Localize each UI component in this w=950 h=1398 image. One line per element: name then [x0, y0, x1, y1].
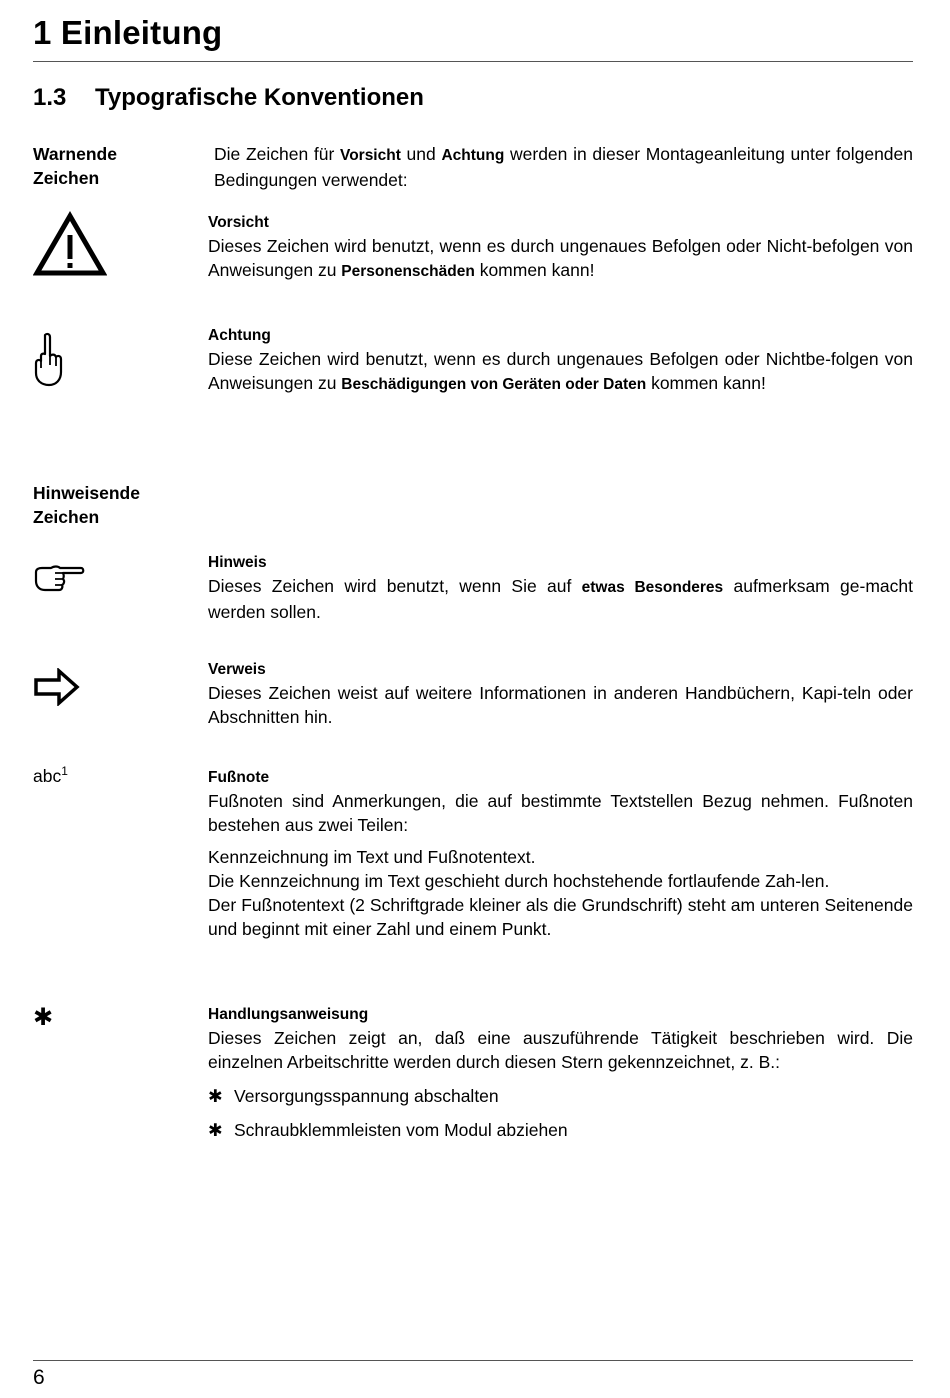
hinweis-entry: Hinweis Dieses Zeichen wird benutzt, wenn Sie auf etwas Besonderes aufmerksam ge-macht werden sollen.	[208, 554, 914, 622]
hint-signs-label: Hinweisende Zeichen	[33, 483, 140, 527]
star-bullet-icon: ✱	[208, 1120, 223, 1140]
hinweis-title: Hinweis	[208, 554, 267, 571]
handlung-title: Handlungsanweisung	[208, 1006, 369, 1023]
action-step: ✱ Versorgungsspannung abschalten	[208, 1086, 499, 1106]
fussnote-entry: Fußnote Fußnoten sind Anmerkungen, die auf bestimmte Textstellen Bezug nehmen. Fußnoten bestehen aus zwei Teilen: Kennzeichnung im Text und Fußnotentext. Die Kennzeichnung im Text geschieht durch hochstehende fortlaufende Zah-len. Der Fußnotentext (2 Schriftgrade kleiner als die Grundschrift) steht am unteren Seitenende und beginnt mit einer Zahl und einem Punkt.	[208, 769, 913, 939]
section-heading: Typografische Konventionen	[95, 84, 424, 111]
verweis-title: Verweis	[208, 661, 266, 678]
vorsicht-entry: Vorsicht Dieses Zeichen wird benutzt, wenn es durch ungenaues Befolgen oder Nicht-befolgen von Anweisungen zu Personenschäden kommen kann!	[208, 214, 913, 280]
verweis-entry: Verweis Dieses Zeichen weist auf weitere Informationen in anderen Handbüchern, Kapi-teln oder Abschnitten hin.	[208, 661, 913, 727]
warning-triangle-icon	[33, 211, 107, 282]
action-star-icon: ✱	[33, 1004, 54, 1031]
raised-finger-hand-icon	[31, 332, 65, 393]
footer-divider	[33, 1360, 913, 1361]
footnote-marker-example: abc$^1$	[33, 764, 68, 786]
warning-signs-label: Warnende Zeichen	[33, 144, 117, 188]
vorsicht-title: Vorsicht	[208, 214, 269, 231]
outline-arrow-right-icon	[33, 668, 81, 711]
chapter-title: 1 Einleitung	[33, 14, 223, 51]
star-bullet-icon: ✱	[208, 1086, 223, 1106]
section-title	[33, 84, 424, 112]
handlung-entry: Handlungsanweisung Dieses Zeichen zeigt an, daß eine auszuführende Tätigkeit beschrieben wird. Die einzelnen Arbeitschritte werden durch diesen Stern gekennzeichnet, z. B.: ✱ Versorgungsspannung abschalten ✱ Schraubklemmleisten vom Modul abziehen	[208, 1006, 913, 1140]
achtung-entry: Achtung Diese Zeichen wird benutzt, wenn es durch ungenaues Befolgen oder Nichtbe-folgen von Anweisungen zu Beschädigungen von Geräten oder Daten kommen kann!	[208, 327, 913, 393]
fussnote-title: Fußnote	[208, 769, 270, 786]
action-step: ✱ Schraubklemmleisten vom Modul abziehen	[208, 1120, 568, 1140]
section-number: 1.3	[33, 84, 67, 111]
intro-paragraph: Die Zeichen für Vorsicht und Achtung werden in dieser Montageanleitung unter folgenden Bedingungen verwendet:	[214, 144, 913, 190]
page-number: 6	[33, 1366, 45, 1389]
achtung-title: Achtung	[208, 327, 271, 344]
header-divider	[33, 61, 913, 62]
pointing-hand-icon	[33, 564, 85, 599]
